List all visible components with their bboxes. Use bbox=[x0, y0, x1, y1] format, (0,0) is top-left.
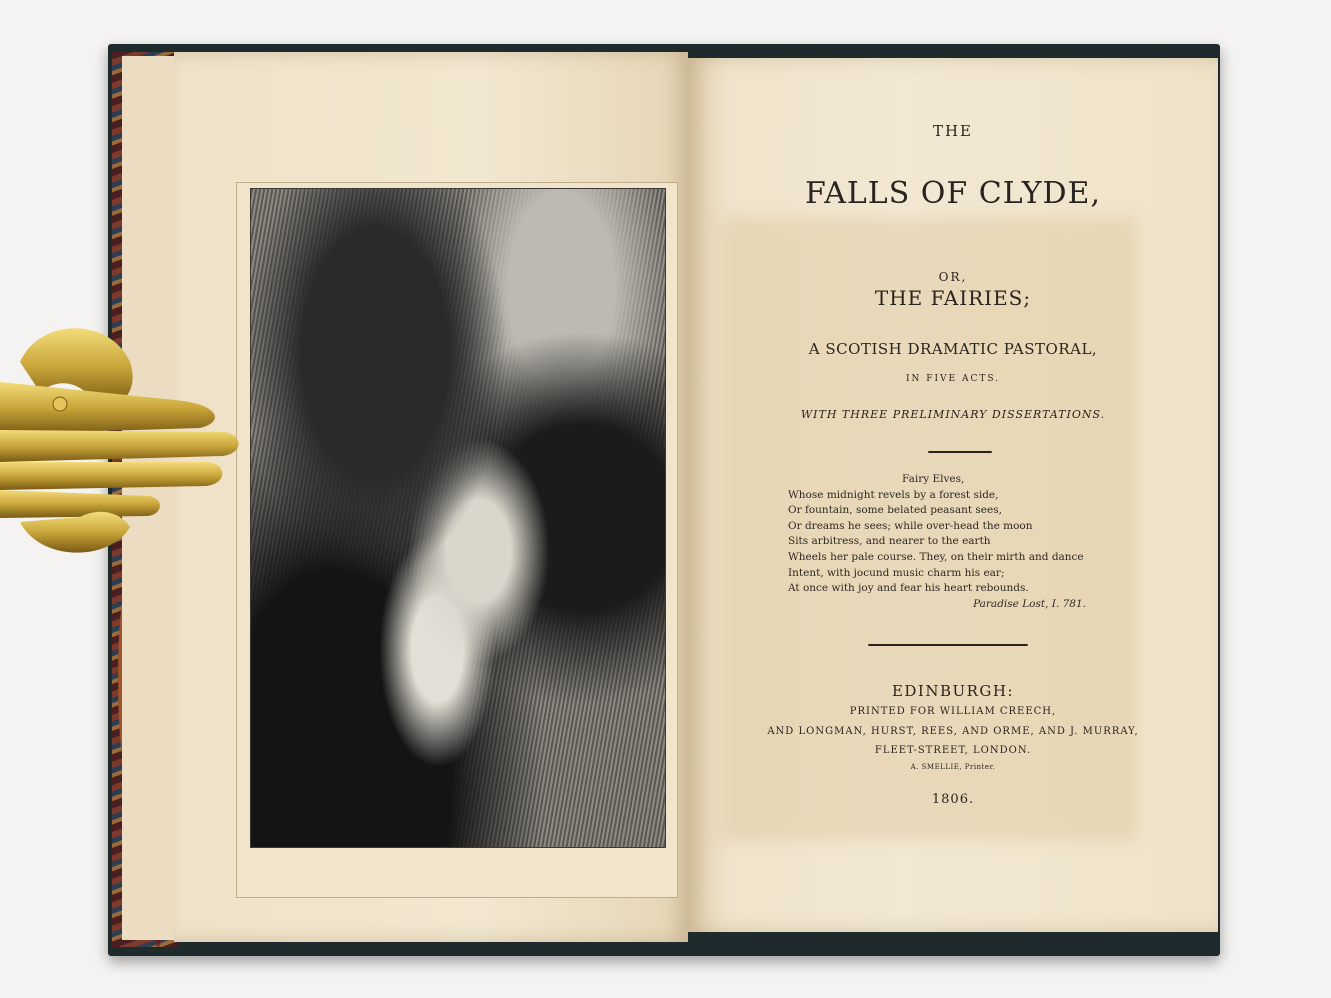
ornamental-rule bbox=[868, 644, 1028, 646]
epigraph bbox=[788, 472, 1100, 612]
main-title: FALLS OF CLYDE, bbox=[804, 176, 1101, 211]
acts-line: IN FIVE ACTS. bbox=[905, 374, 1001, 384]
epigraph-citation: Paradise Lost, I. 781. bbox=[973, 597, 1086, 610]
imprint-printed-for: PRINTED FOR WILLIAM CREECH, bbox=[849, 706, 1057, 717]
imprint-address: FLEET-STREET, LONDON. bbox=[874, 745, 1032, 756]
subtitle: THE FAIRIES; bbox=[874, 286, 1032, 310]
epigraph-line: Fairy Elves, bbox=[902, 473, 965, 485]
imprint-publishers: AND LONGMAN, HURST, REES, AND ORME, AND J. MURRAY, bbox=[767, 726, 1139, 737]
epigraph-line: Whose midnight revels by a forest side, bbox=[788, 488, 999, 501]
epigraph-line: Or dreams he sees; while over-head the moon bbox=[788, 519, 1033, 532]
brass-hand-bookweight bbox=[0, 322, 250, 572]
imprint-printer: A. SMELLIE, Printer. bbox=[910, 763, 996, 771]
ornamental-rule bbox=[928, 451, 992, 453]
epigraph-line: Wheels her pale course. They, on their mirth and dance bbox=[788, 550, 1084, 563]
dissertations-line: WITH THREE PRELIMINARY DISSERTATIONS. bbox=[800, 408, 1106, 421]
epigraph-line: At once with joy and fear his heart rebounds. bbox=[788, 582, 1029, 595]
epigraph-line: Or fountain, some belated peasant sees, bbox=[788, 504, 1002, 517]
title-the: THE bbox=[932, 122, 974, 140]
title-or: OR, bbox=[938, 270, 968, 284]
imprint-year: 1806. bbox=[931, 792, 975, 807]
genre-line: A SCOTISH DRAMATIC PASTORAL, bbox=[808, 340, 1098, 358]
epigraph-line: Sits arbitress, and nearer to the earth bbox=[788, 535, 991, 548]
waterfall-engraving bbox=[250, 188, 666, 848]
epigraph-line: Intent, with jocund music charm his ear; bbox=[788, 566, 1005, 579]
imprint-city: EDINBURGH: bbox=[891, 682, 1015, 700]
